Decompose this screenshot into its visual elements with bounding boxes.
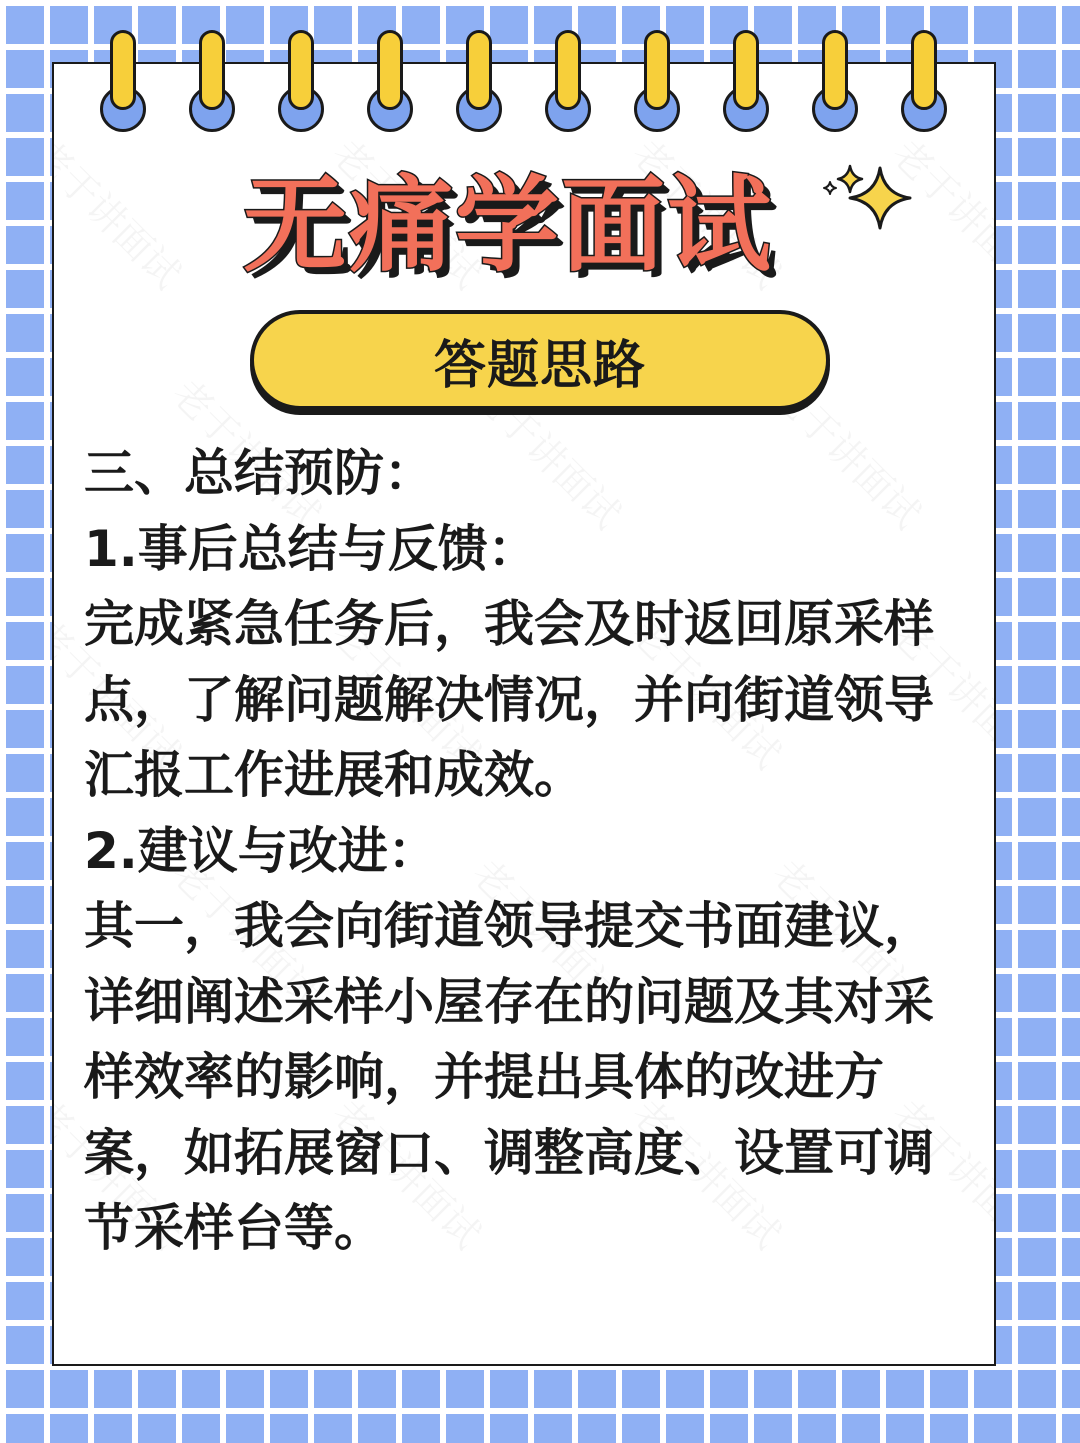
binding-ring: [466, 30, 492, 110]
section-heading: 三、总结预防：: [84, 444, 434, 502]
watermark-text: [52, 125, 196, 298]
binding-ring: [199, 30, 225, 110]
subsection-heading: 1.事后总结与反馈：: [84, 519, 538, 578]
binding-ring: [288, 30, 314, 110]
body-line: 完成紧急任务后，我会及时返回原采样: [84, 595, 934, 653]
body-line: 案，如拓展窗口、调整高度、设置可调: [84, 1123, 934, 1182]
body-line: 样效率的影响，并提出具体的改进方: [84, 1048, 884, 1106]
body-line: 其一，我会向街道领导提交书面建议，: [84, 897, 934, 955]
binding-ring: [644, 30, 670, 110]
body-line: 详细阐述采样小屋存在的问题及其对采: [84, 972, 934, 1031]
page-title: 无痛学面试: [242, 164, 773, 286]
subtitle-badge: [250, 310, 830, 410]
binding-ring: [733, 30, 759, 110]
sparkle-icon: [822, 160, 922, 240]
binding-ring: [110, 30, 136, 110]
binding-ring: [377, 30, 403, 110]
body-line: 点，了解问题解决情况，并向街道领导: [84, 670, 934, 729]
body-line: 节采样台等。: [84, 1199, 384, 1257]
subtitle-text: 答题思路: [433, 335, 646, 396]
binding-ring: [555, 30, 581, 110]
answer-body: [84, 436, 964, 1267]
binding-ring: [911, 30, 937, 110]
binding-ring: [822, 30, 848, 110]
body-line: 汇报工作进展和成效。: [84, 746, 584, 804]
subsection-heading: 2.建议与改进：: [84, 821, 438, 880]
